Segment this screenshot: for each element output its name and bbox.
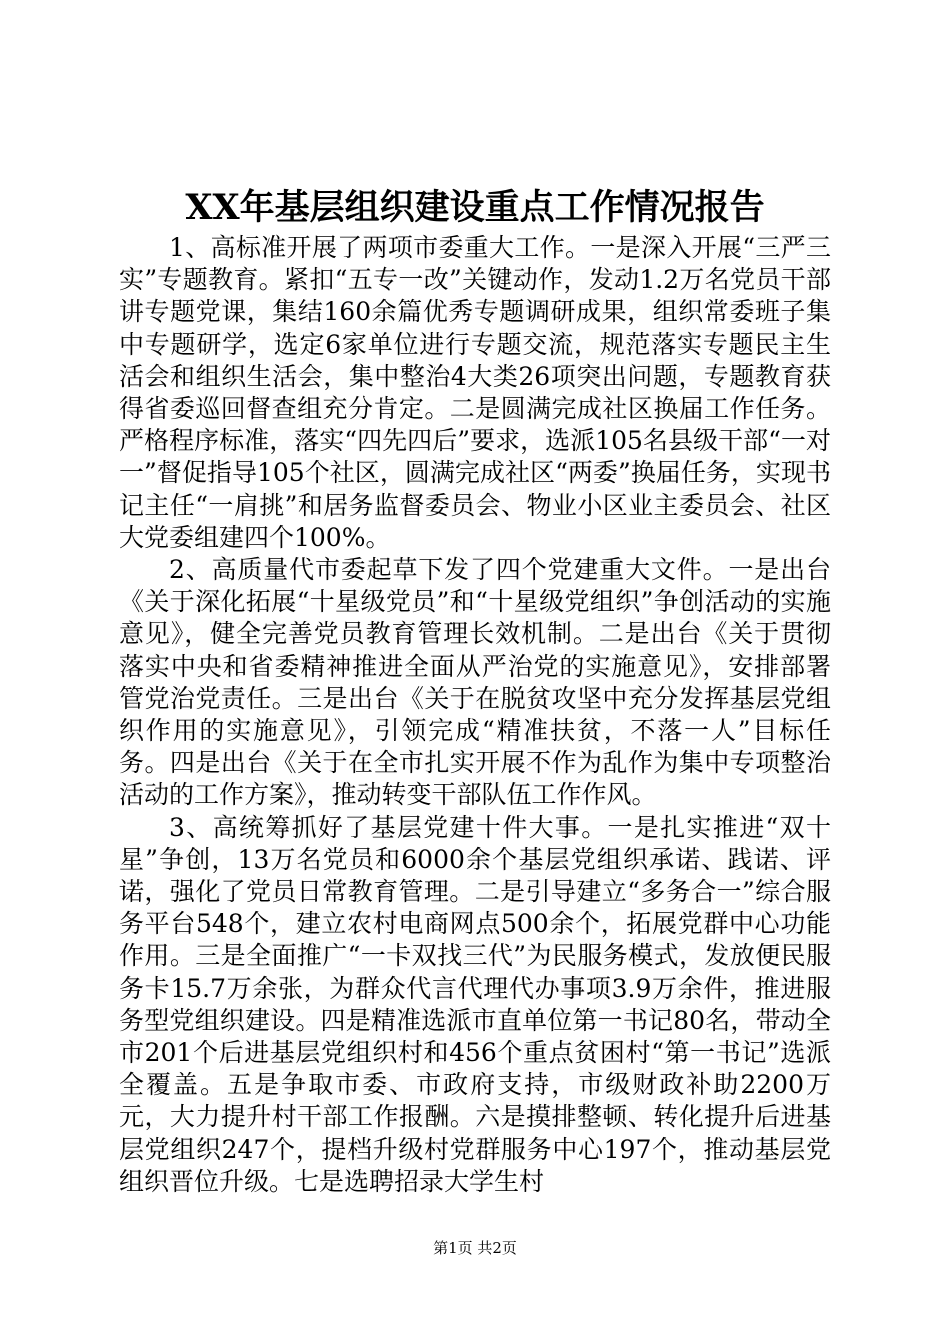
paragraph-1: 1、高标准开展了两项市委重大工作。一是深入开展“三严三实”专题教育。紧扣“五专一改”关键动作，发动1.2万名党员干部讲专题党课，集结160余篇优秀专题调研成果，组织常委班子集中专题研学，选定6家单位进行专题交流，规范落实专题民主生活会和组织生活会，集中整治4大类26项突出问题，专题教育获得省委巡回督查组充分肯定。二是圆满完成社区换届工作任务。严格程序标准，落实“四先四后”要求，选派105名县级干部“一对一”督促指导105个社区，圆满完成社区“两委”换届任务，实现书记主任“一肩挑”和居务监督委员会、物业小区业主委员会、社区大党委组建四个100%。	[119, 233, 831, 552]
page-footer: 第1页 共2页	[433, 1239, 517, 1257]
document-body	[119, 232, 831, 1198]
document-title: XX年基层组织建设重点工作情况报告	[185, 187, 765, 228]
paragraph-2: 2、高质量代市委起草下发了四个党建重大文件。一是出台《关于深化拓展“十星级党员”和“十星级党组织”争创活动的实施意见》，健全完善党员教育管理长效机制。二是出台《关于贯彻落实中央和省委精神推进全面从严治党的实施意见》，安排部署管党治党责任。三是出台《关于在脱贫攻坚中充分发挥基层党组织作用的实施意见》，引领完成“精准扶贫，不落一人”目标任务。四是出台《关于在全市扎实开展不作为乱作为集中专项整治活动的工作方案》，推动转变干部队伍工作作风。	[119, 555, 831, 810]
paragraph-3: 3、高统筹抓好了基层党建十件大事。一是扎实推进“双十星”争创，13万名党员和6000余个基层党组织承诺、践诺、评诺，强化了党员日常教育管理。二是引导建立“多务合一”综合服务平台548个，建立农村电商网点500余个，拓展党群中心功能作用。三是全面推广“一卡双找三代”为民服务模式，发放便民服务卡15.7万余张，为群众代言代理代办事项3.9万余件，推进服务型党组织建设。四是精准选派市直单位第一书记80名，带动全市201个后进基层党组织村和456个重点贫困村“第一书记”选派全覆盖。五是争取市委、市政府支持，市级财政补助2200万元，大力提升村干部工作报酬。六是摸排整顿、转化提升后进基层党组织247个，提档升级村党群服务中心197个，推动基层党组织晋位升级。七是选聘招录大学生村	[119, 812, 831, 1196]
